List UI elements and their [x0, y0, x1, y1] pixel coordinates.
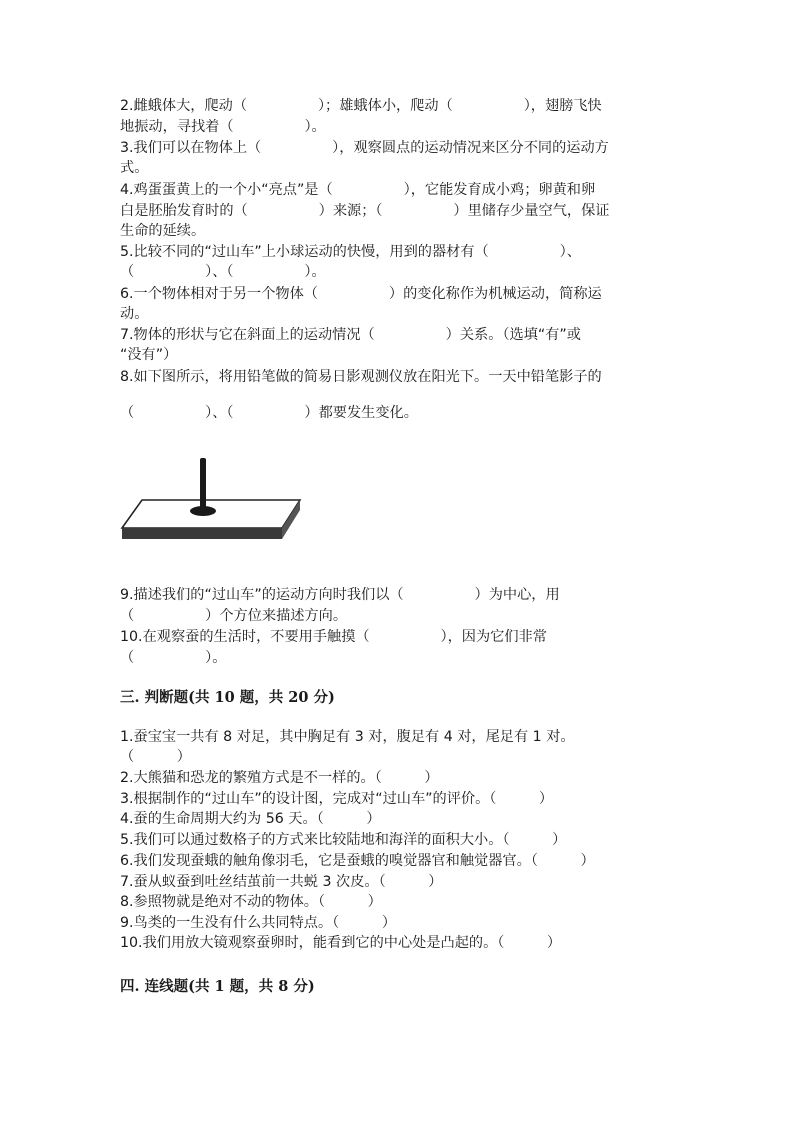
- judge-item-3: 3.根据制作的“过山车”的设计图，完成对“过山车”的评价。（ ）: [120, 791, 554, 807]
- pencil-base-clay: [190, 506, 216, 516]
- judge-item-10: 10.我们用放大镜观察蚕卵时，能看到它的中心处是凸起的。（ ）: [120, 935, 562, 951]
- judge-item-2: 2.大熊猫和恐龙的繁殖方式是不一样的。（ ）: [120, 770, 439, 786]
- question-4-line-3: 生命的延续。: [120, 223, 206, 239]
- pencil-sundial-figure: [118, 452, 308, 546]
- question-3-line-1: 3.我们可以在物体上（ ），观察圆点的运动情况来区分不同的运动方: [120, 140, 609, 156]
- question-2-line-2: 地振动，寻找着（ ）。: [120, 119, 326, 135]
- judge-item-7: 7.蚕从蚁蚕到吐丝结茧前一共蜕 3 次皮。（ ）: [120, 874, 443, 890]
- question-7-line-1: 7.物体的形状与它在斜面上的运动情况（ ）关系。（选填“有”或: [120, 327, 581, 343]
- judge-item-6: 6.我们发现蚕蛾的触角像羽毛，它是蚕蛾的嗅觉器官和触觉器官。（ ）: [120, 853, 595, 869]
- question-9-line-2: （ ）个方位来描述方向。: [120, 608, 348, 624]
- question-6-line-1: 6.一个物体相对于另一个物体（ ）的变化称作为机械运动，简称运: [120, 286, 602, 302]
- question-4-line-2: 白是胚胎发育时的（ ）来源；（ ）里储存少量空气，保证: [120, 203, 610, 219]
- judge-item-5: 5.我们可以通过数格子的方式来比较陆地和海洋的面积大小。（ ）: [120, 832, 567, 848]
- question-2-line-1: 2.雌蛾体大，爬动（ ）；雄蛾体小，爬动（ ），翅膀飞快: [120, 98, 602, 114]
- question-10-line-2: （ ）。: [120, 650, 227, 666]
- judge-item-9: 9.鸟类的一生没有什么共同特点。（ ）: [120, 915, 397, 931]
- question-6-line-2: 动。: [120, 306, 149, 322]
- question-9-line-1: 9.描述我们的“过山车”的运动方向时我们以（ ）为中心，用: [120, 587, 560, 603]
- question-5-line-2: （ ）、（ ）。: [120, 264, 326, 280]
- question-3-line-2: 式。: [120, 160, 149, 176]
- question-8-line-1: 8.如下图所示，将用铅笔做的简易日影观测仪放在阳光下。一天中铅笔影子的: [120, 369, 602, 385]
- sundial-board-edge: [122, 528, 282, 539]
- question-7-line-2: “没有”）: [120, 347, 178, 363]
- judge-item-8: 8.参照物就是绝对不动的物体。（ ）: [120, 894, 382, 910]
- question-5-line-1: 5.比较不同的“过山车”上小球运动的快慢，用到的器材有（ ）、: [120, 244, 581, 260]
- pencil-icon: [200, 458, 206, 510]
- question-10-line-1: 10.在观察蚕的生活时，不要用手触摸（ ），因为它们非常: [120, 629, 547, 645]
- question-4-line-1: 4.鸡蛋蛋黄上的一个小“亮点”是（ ），它能发育成小鸡；卵黄和卵: [120, 182, 596, 198]
- judge-item-1-line-1: 1.蚕宝宝一共有 8 对足，其中胸足有 3 对，腹足有 4 对，尾足有 1 对。: [120, 729, 575, 745]
- judge-section-title: 三. 判断题(共 10 题，共 20 分): [120, 689, 335, 706]
- judge-item-1-line-2: （ ）: [120, 749, 191, 765]
- match-section-title: 四. 连线题(共 1 题，共 8 分): [120, 978, 315, 995]
- judge-item-4: 4.蚕的生命周期大约为 56 天。（ ）: [120, 811, 381, 827]
- question-8-line-2: （ ）、（ ）都要发生变化。: [120, 405, 418, 421]
